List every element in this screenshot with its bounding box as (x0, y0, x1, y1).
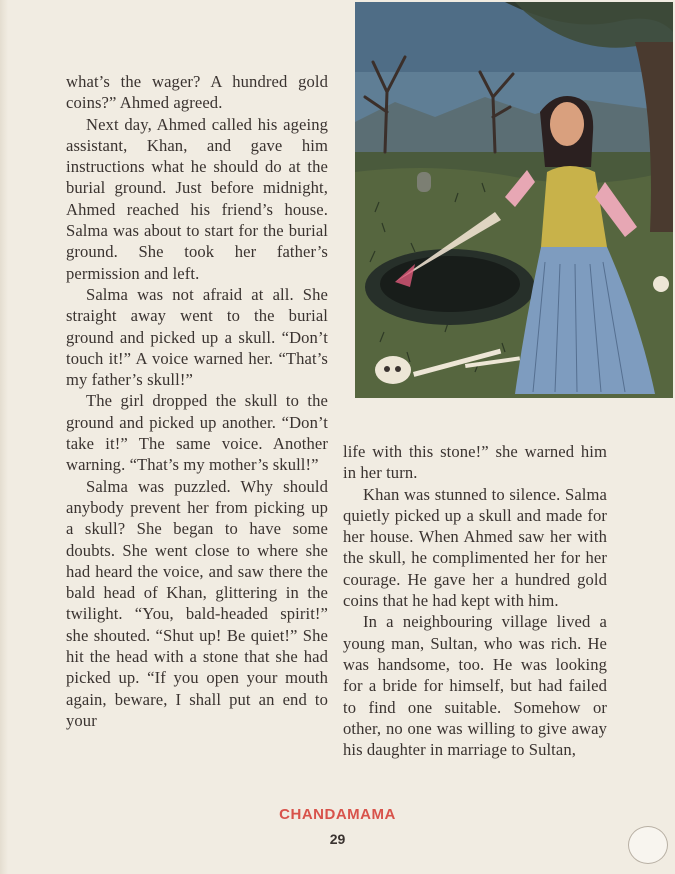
paragraph: In a neighbouring village lived a young man, Sultan, who was rich. He was handsome, too. He was looking for a bride for himself, but had failed to find one suitable. Somehow or other, no one was willing to give away his daughter in marriage to Sultan, (343, 612, 607, 760)
library-stamp-icon (628, 826, 668, 864)
story-illustration (355, 2, 673, 398)
page-edge (0, 0, 8, 874)
paragraph: life with this stone!” she warned him in her turn. (343, 442, 607, 483)
page-number: 29 (329, 831, 346, 847)
paragraph: Salma was puzzled. Why should anybody prevent her from picking up a skull? She began to have some doubts. She went close to where she had heard the voice, and saw there the bald head of Khan, glittering in the twilight. “You, bald-headed spirit!” she shouted. “Shut up! Be quiet!” She hit the head with a stone that she had picked up. “If you open your mouth again, beware, I shall put an end to your (66, 476, 328, 730)
magazine-title: CHANDAMAMA (279, 806, 396, 823)
paragraph: Khan was stunned to silence. Salma quietly picked up a skull and made for her house. When Ahmed saw her with the skull, he complimented her for her courage. He gave her a hundred gold coins that he had kept with him. (343, 484, 607, 611)
paragraph: Next day, Ahmed called his ageing assistant, Khan, and gave him instructions what he should do at the burial ground. Just before midnight, Ahmed reached his friend’s house. Salma was about to start for the burial ground. She took her father’s permission and left. (66, 114, 328, 283)
text-column-left (66, 71, 328, 731)
paragraph: what’s the wager? A hundred gold coins?” Ahmed agreed. (66, 72, 328, 113)
paragraph: Salma was not afraid at all. She straight away went to the burial ground and picked up a skull. “Don’t touch it!” A voice warned her. “That’s my father’s skull!” (66, 284, 328, 390)
paragraph: The girl dropped the skull to the ground and picked up another. “Don’t take it!” The same voice. Another warning. “That’s my mother’s skull!” (66, 391, 328, 475)
text-column-right (343, 441, 607, 760)
